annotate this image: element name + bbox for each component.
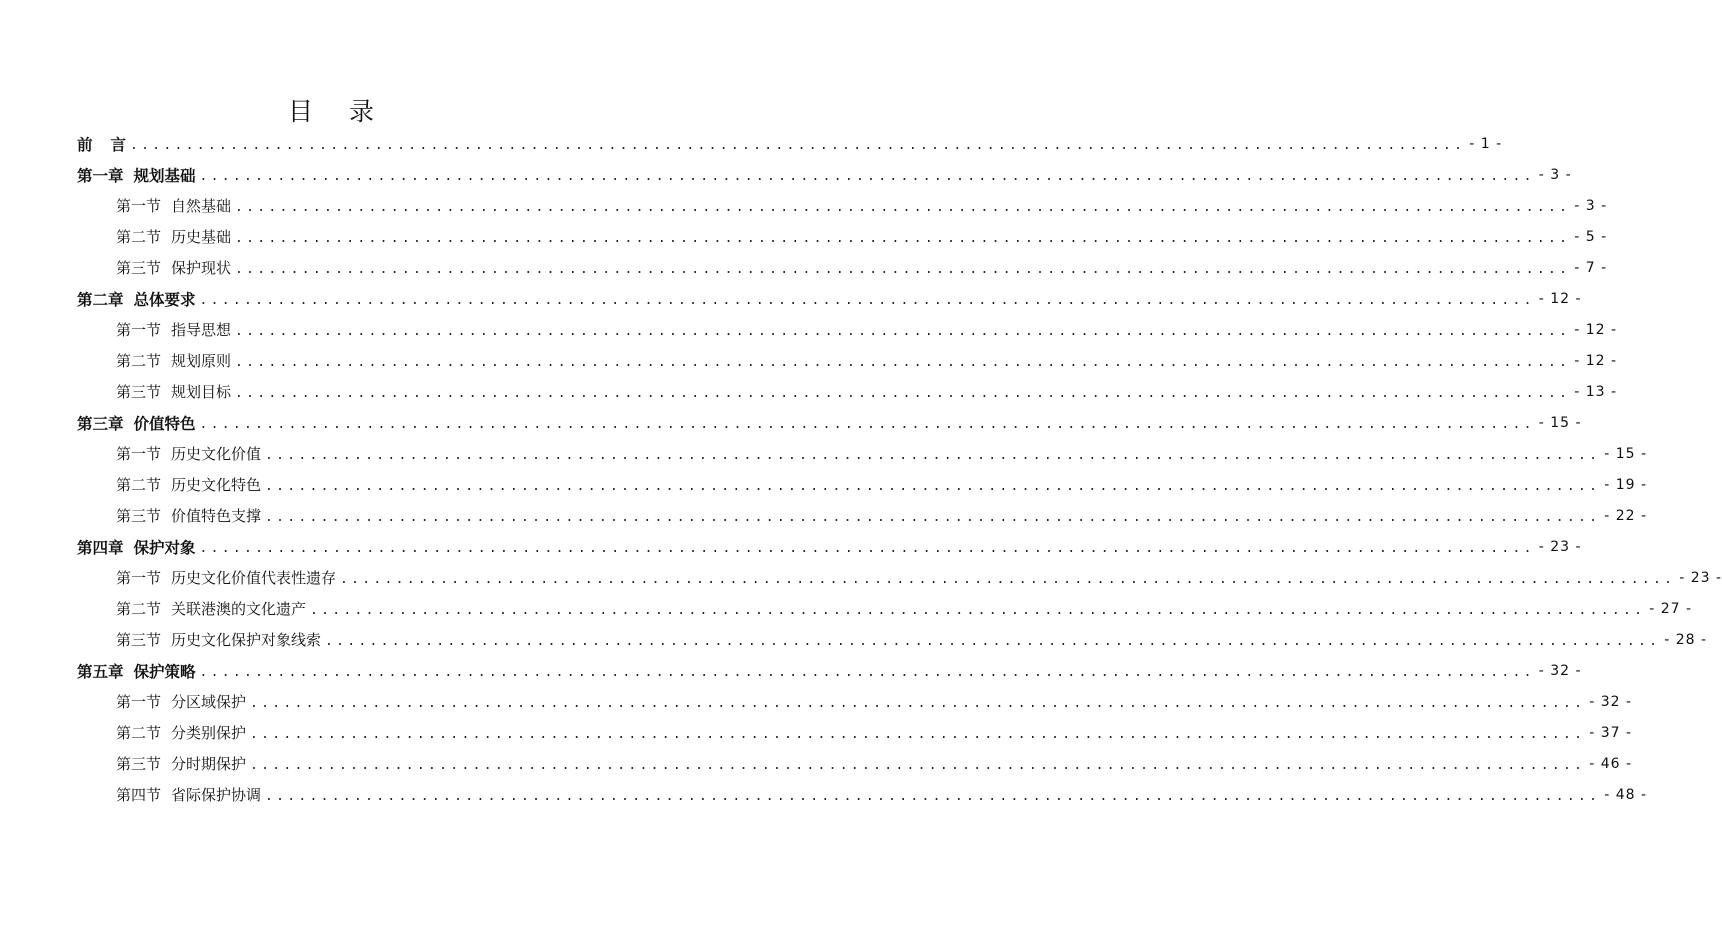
toc-entry-title	[116, 691, 246, 712]
toc-leader-dots: ........................................................................................................................	[130, 138, 1466, 153]
toc-entry-label: 总体要求	[133, 289, 196, 309]
toc-entry-title	[77, 412, 196, 434]
toc-entry-number: 第二节	[116, 724, 162, 742]
toc-entry-title	[77, 660, 196, 682]
toc-section-row[interactable]	[77, 314, 1618, 345]
toc-page-number: - 15 -	[1604, 445, 1648, 462]
toc-entry-number: 第一节	[116, 693, 162, 711]
toc-entry-title	[116, 598, 306, 619]
toc-entry-title	[77, 288, 196, 310]
toc-entry-title	[116, 722, 246, 743]
toc-entry-number: 第一节	[116, 197, 162, 215]
toc-leader-dots: ........................................................................................................................	[265, 510, 1601, 525]
toc-entry-label: 规划基础	[133, 165, 196, 185]
toc-leader-dots: ........................................................................................................................	[310, 603, 1646, 618]
toc-entry-label: 历史文化价值代表性遗存	[171, 569, 337, 587]
toc-leader-dots: ........................................................................................................................	[250, 758, 1586, 773]
toc-entry-title	[116, 784, 261, 805]
toc-entry-title	[116, 753, 246, 774]
toc-leader-dots: ........................................................................................................................	[235, 386, 1571, 401]
toc-page-number: - 5 -	[1574, 228, 1608, 245]
toc-leader-dots: ........................................................................................................................	[265, 789, 1601, 804]
toc-page-number: - 37 -	[1589, 724, 1633, 741]
toc-entry-title	[116, 350, 231, 371]
toc-page-number: - 27 -	[1649, 600, 1693, 617]
toc-entry-number: 第二节	[116, 600, 162, 618]
toc-page-number: - 7 -	[1574, 259, 1608, 276]
toc-entry-label: 历史文化特色	[171, 476, 262, 494]
toc-entry-number: 第四节	[116, 786, 162, 804]
toc-section-row[interactable]	[77, 562, 1722, 593]
toc-entry-title	[77, 164, 196, 186]
toc-leader-dots: ........................................................................................................................	[250, 696, 1586, 711]
toc-section-row[interactable]	[77, 221, 1608, 252]
toc-entry-title	[77, 536, 196, 558]
toc-leader-dots: ........................................................................................................................	[325, 634, 1661, 649]
toc-leader-dots: ........................................................................................................................	[235, 355, 1571, 370]
toc-section-row[interactable]	[77, 376, 1618, 407]
toc-entry-label: 历史文化保护对象线索	[171, 631, 322, 649]
toc-page-number: - 19 -	[1604, 476, 1648, 493]
toc-section-row[interactable]	[77, 500, 1648, 531]
toc-entry-number: 第五章	[77, 661, 124, 681]
toc-leader-dots: ........................................................................................................................	[199, 541, 1535, 556]
toc-leader-dots: ........................................................................................................................	[340, 572, 1676, 587]
toc-entry-label: 保护策略	[133, 661, 196, 681]
toc-entry-title	[77, 133, 126, 155]
toc-entry-number: 第三章	[77, 413, 124, 433]
toc-entry-label: 规划原则	[171, 352, 232, 370]
toc-page-number: - 12 -	[1538, 290, 1582, 307]
toc-leader-dots: ........................................................................................................................	[199, 169, 1535, 184]
toc-chapter-row[interactable]	[77, 159, 1572, 190]
toc-section-row[interactable]	[77, 686, 1633, 717]
toc-entry-number: 第二节	[116, 476, 162, 494]
toc-page-number: - 12 -	[1574, 352, 1618, 369]
toc-section-row[interactable]	[77, 345, 1618, 376]
toc-entry-number: 第三节	[116, 507, 162, 525]
toc-entry-label: 历史基础	[171, 228, 232, 246]
toc-entry-label: 省际保护协调	[171, 786, 262, 804]
toc-entry-label: 分时期保护	[171, 755, 247, 773]
toc-section-row[interactable]	[77, 252, 1608, 283]
toc-chapter-row[interactable]	[77, 655, 1582, 686]
toc-entry-number: 第二节	[116, 352, 162, 370]
toc-leader-dots: ........................................................................................................................	[265, 448, 1601, 463]
toc-leader-dots: ........................................................................................................................	[199, 665, 1535, 680]
toc-leader-dots: ........................................................................................................................	[235, 200, 1571, 215]
toc-section-row[interactable]	[77, 624, 1708, 655]
toc-entry-label: 分类别保护	[171, 724, 247, 742]
toc-entry-number: 第三节	[116, 259, 162, 277]
toc-section-row[interactable]	[77, 779, 1648, 810]
toc-entry-label: 关联港澳的文化遗产	[171, 600, 307, 618]
toc-page-number: - 48 -	[1604, 786, 1648, 803]
toc-entry-label: 价值特色	[133, 413, 196, 433]
toc-entry-title	[116, 474, 261, 495]
toc-entry-number: 第二节	[116, 228, 162, 246]
toc-section-row[interactable]	[77, 438, 1648, 469]
toc-entry-title	[116, 629, 321, 650]
toc-entry-label: 指导思想	[171, 321, 232, 339]
toc-chapter-row[interactable]	[77, 531, 1582, 562]
toc-page-number: - 28 -	[1664, 631, 1708, 648]
toc-entry-number: 第三节	[116, 383, 162, 401]
toc-chapter-row[interactable]	[77, 128, 1503, 159]
table-of-contents	[77, 128, 1722, 810]
toc-entry-number: 前	[77, 134, 93, 154]
toc-page-number: - 22 -	[1604, 507, 1648, 524]
toc-entry-title	[116, 381, 231, 402]
toc-entry-title	[116, 505, 261, 526]
toc-section-row[interactable]	[77, 469, 1648, 500]
toc-entry-number: 第一节	[116, 321, 162, 339]
toc-entry-number: 第三节	[116, 755, 162, 773]
toc-entry-title	[116, 195, 231, 216]
toc-entry-label: 言	[110, 134, 127, 154]
toc-entry-label: 保护对象	[133, 537, 196, 557]
toc-section-row[interactable]	[77, 190, 1608, 221]
toc-entry-label: 保护现状	[171, 259, 232, 277]
toc-entry-number: 第一节	[116, 569, 162, 587]
toc-entry-label: 价值特色支撑	[171, 507, 262, 525]
toc-leader-dots: ........................................................................................................................	[235, 324, 1571, 339]
toc-entry-number: 第二章	[77, 289, 124, 309]
toc-entry-label: 规划目标	[171, 383, 232, 401]
toc-chapter-row[interactable]	[77, 407, 1582, 438]
toc-page-number: - 13 -	[1574, 383, 1618, 400]
toc-entry-label: 历史文化价值	[171, 445, 262, 463]
toc-entry-title	[116, 226, 231, 247]
toc-section-row[interactable]	[77, 748, 1633, 779]
toc-leader-dots: ........................................................................................................................	[199, 293, 1535, 308]
toc-page-number: - 32 -	[1589, 693, 1633, 710]
toc-leader-dots: ........................................................................................................................	[199, 417, 1535, 432]
toc-section-row[interactable]	[77, 717, 1633, 748]
toc-leader-dots: ........................................................................................................................	[235, 262, 1571, 277]
toc-page-number: - 46 -	[1589, 755, 1633, 772]
toc-entry-number: 第一章	[77, 165, 124, 185]
toc-section-row[interactable]	[77, 593, 1693, 624]
toc-entry-number: 第一节	[116, 445, 162, 463]
page-title: 目 录	[288, 97, 388, 126]
toc-page-number: - 12 -	[1574, 321, 1618, 338]
toc-entry-title	[116, 567, 336, 588]
toc-page-number: - 15 -	[1538, 414, 1582, 431]
toc-entry-label: 自然基础	[171, 197, 232, 215]
toc-page-number: - 23 -	[1538, 538, 1582, 555]
toc-entry-title	[116, 257, 231, 278]
toc-entry-title	[116, 443, 261, 464]
toc-page-number: - 23 -	[1679, 569, 1722, 586]
toc-page-number: - 1 -	[1469, 135, 1503, 152]
toc-page-number: - 3 -	[1574, 197, 1608, 214]
toc-leader-dots: ........................................................................................................................	[265, 479, 1601, 494]
toc-page-number: - 3 -	[1538, 166, 1572, 183]
toc-entry-title	[116, 319, 231, 340]
toc-entry-label: 分区域保护	[171, 693, 247, 711]
toc-leader-dots: ........................................................................................................................	[250, 727, 1586, 742]
toc-leader-dots: ........................................................................................................................	[235, 231, 1571, 246]
toc-chapter-row[interactable]	[77, 283, 1582, 314]
toc-entry-number: 第三节	[116, 631, 162, 649]
toc-entry-number: 第四章	[77, 537, 124, 557]
toc-page-number: - 32 -	[1538, 662, 1582, 679]
